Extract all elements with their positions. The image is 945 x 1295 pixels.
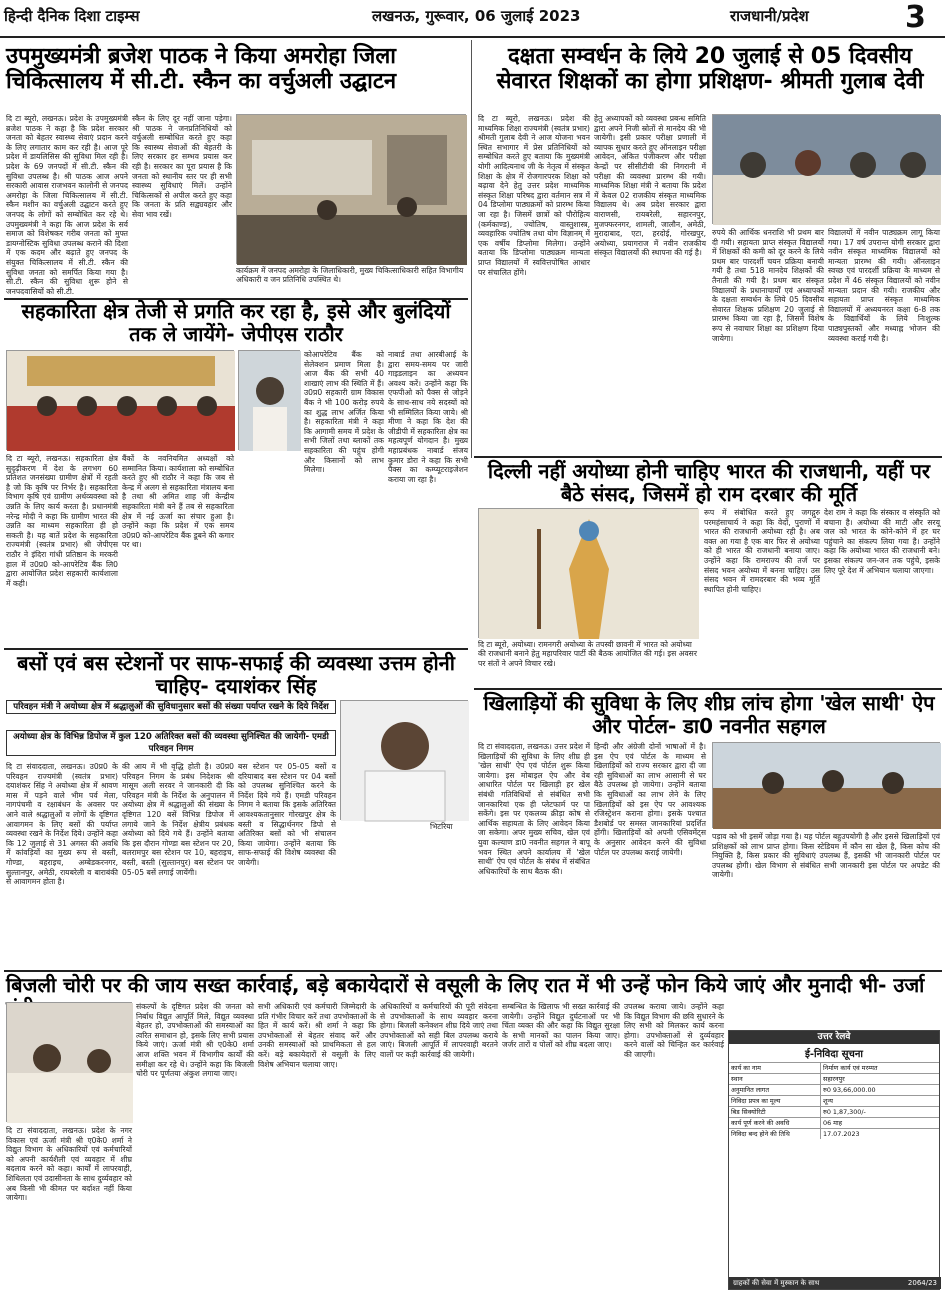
article1-body-col2: स्कैन के लिए दूर नहीं जाना पड़ेगा। श्री पाठक ने जनप्रतिनिधियों को वर्चुअली सम्बोधित करते हुए कहा कि स्वास्थ्य सेवाओं की बेहतरी के लिए सरकार हर सम्भव प्रयास कर रही है। सरकार का पूरा प्रयास है कि जनता को स्थानीय स्तर पर ही सभी स्वास्थ्य सुविधाएं मिलें। उन्होंने चिकित्सकों से अपील करते हुए कहा कि जनता के प्रति सद्व्यवहार और सेवा भाव रखें। (132, 114, 232, 219)
article5-photo-caption: भिटरिया (430, 822, 453, 831)
article1-body-col1: दि टा ब्यूरो, लखनऊ। प्रदेश के उपमुख्यमंत्री ब्रजेश पाठक ने कहा है कि प्रदेश सरकार जनता को बेहतर स्वास्थ्य सेवाएं प्रदान करने के लिए लगातार काम कर रही है। आज पूरे प्रदेश में डायलिसिस की सुविधा मिल रही है। प्रदेश के 69 जनपदों में सी.टी. स्कैन की सुविधा उपलब्ध है। श्री पाठक आज अपने सरकारी आवास राजभवन कालोनी से जनपद अमरोहा के जिला चिकित्सालय में सी.टी. स्कैन मशीन का वर्चुअली उद्घाटन करते हुए जनपद के लोगों को सम्बोधित कर रहे थे। उपमुख्यमंत्री ने कहा कि आज प्रदेश के सर्व समाज को विशेषकर गरीब जनता को मुफ्त डायग्नोस्टिक सुविधा उपलब्ध कराने की दिशा में एक कदम और बढ़ाते हुए जनपद के संयुक्त चिकित्सालय में सी.टी. स्कैन की सुविधा जनता को समर्पित किया गया है। सी.टी. स्कैन की सुविधा शुरू होने से जनपदवासियों को सी.टी. (6, 114, 128, 296)
article7-body-col2: संकल्पों के दृष्टिगत प्रदेश की जनता को निर्बाध विद्युत आपूर्ति मिले, विद्युत व्यवस्था बेहतर हो, उपभोक्ताओं की समस्याओं का त्वरित समाधान हो, इसके लिए सभी प्रयास किये जाएं। ऊर्जा मंत्री श्री ए0के0 शर्मा आज शक्ति भवन में विभागीय कार्यों की समीक्षा कर रहे थे। उन्होंने कहा कि बिजली चोरी पर पूर्णतया अंकुश लगाया जाए। (136, 1002, 254, 1079)
article3-body-col3: कोआपरेटिव बैंक को सेलेक्शन प्रमाण मिला है। आज बैंक की सभी 40 शाखाएं लाभ की स्थिति में हैं। उ0प्र0 सहकारी ग्राम विकास बैंक ने भी 100 करोड़ रुपये का शुद्ध लाभ अर्जित किया है। सहकारिता मंत्री ने कहा कि आगामी समय में प्रदेश के सभी जिलों तथा ब्लाकों तक सहकारिता की पहुंच होगी और किसानों को लाभ मिलेगा। (304, 350, 384, 475)
article5-headline: बसों एवं बस स्टेशनों पर साफ-सफाई की व्यवस्था उत्तम होनी चाहिए- दयाशंकर सिंह (17, 651, 455, 698)
article4-headline: दिल्ली नहीं अयोध्या होनी चाहिए भारत की राजधानी, यहीं पर बैठे संसद, जिसमें हो राम दरबार की मूर्ति (487, 459, 931, 506)
article4-body-col1: रूप में संबोधित करते हुए जगद्गुरु परमहंसाचार्य ने कहा कि वेदों, पुराणों में भारत की राजधानी अयोध्या रही है। अब वक्त आ गया है एक बार फिर से अयोध्या को ही भारत की राजधानी बनाया जाए। उन्होंने कहा कि रामराज्य की तर्ज पर संसद भवन अयोध्या में बनना चाहिए। उस संसद भवन में रामदरबार की भव्य मूर्ति स्थापित होनी चाहिए। (704, 508, 820, 594)
tender-row-label: निविदा बन्द होने की तिथि (729, 1129, 821, 1139)
article5-subhead-box1: परिवहन मंत्री ने अयोध्या क्षेत्र में श्रद्धालुओं की सुविधानुसार बसों की संख्या पर्याप्त रखने के दिये निर्देश (6, 700, 336, 714)
article7-body-col5: सम्बन्धित के खिलाफ भी सख्त कार्रवाई की जायेगी। उन्होंने विद्युत दुर्घटनाओं पर भी चिंता व्यक्त की और कहा कि विद्युत सुरक्षा के सभी मानकों का पालन किया जाए। जर्जर तारों व पोलों को शीघ्र बदला जाए। (502, 1002, 620, 1050)
tender-row-label: कार्य पूर्ण करने की अवधि (729, 1118, 821, 1128)
article6-photo (712, 742, 940, 828)
section-rule (4, 970, 942, 972)
article7-body-col4: अधिकारियों व कर्मचारियों की पूरी संवेदना से उपभोक्ताओं के साथ व्यवहार करना होगा। बिजली कनेक्शन शीघ्र दिये जाएं तथा उपभोक्ताओं को सही बिल उपलब्ध कराये जाएं। बिजली आपूर्ति में लापरवाही बरतने वालों पर कड़ी कार्रवाई की जायेगी। (380, 1002, 498, 1059)
tender-row-value: सहारनपुर (823, 1075, 845, 1083)
section-rule (4, 648, 468, 650)
article3-photo (6, 350, 234, 450)
tender-code: 2064/23 (907, 1279, 937, 1287)
tender-row-value: 06 माह (823, 1119, 843, 1127)
article4-photo (478, 508, 698, 638)
article7-photo (6, 1002, 132, 1122)
article3-body-col2: बैंकों के नवनियमित अध्यक्षों को सम्मानित किया। कार्यशाला को सम्बोधित करते हुए श्री राठौर ने कहा कि जब से केन्द्र में अलग से सहकारिता मंत्रालय बना है तथा श्री अमित शाह जी केन्द्रीय सहकारिता मंत्री बने हैं तब से सहकारिता क्षेत्र में नई ऊर्जा का संचार हुआ है। उन्होंने कहा कि प्रदेश में एक समय उ0प्र0 को-आपरेटिव बैंक डूबने की कगार पर था। (122, 454, 234, 550)
tender-row (729, 1106, 939, 1117)
article1-caption: कार्यक्रम में जनपद अमरोहा के जिलाधिकारी, मुख्य चिकित्साधिकारी सहित विभागीय अधिकारी व जन प्रतिनिधि उपस्थित थे। (236, 266, 464, 285)
article7-body-col3: सभी अधिकारी एवं कर्मचारी जिम्मेदारी के प्रति गंभीर विचार करें तथा उपभोक्ताओं के हित में कार्य करें। श्री शर्मा ने कहा कि उपभोक्ताओं से बेहतर संवाद करें और उनकी समस्याओं को प्राथमिकता से हल करें। बड़े बकायेदारों से वसूली के लिए विशेष अभियान चलाया जाए। (258, 1002, 376, 1069)
newspaper-name: हिन्दी दैनिक दिशा टाइम्स (4, 7, 140, 25)
article2-body-col1: दि टा ब्यूरो, लखनऊ। प्रदेश की माध्यमिक शिक्षा राज्यमंत्री (स्वतंत्र प्रभार) श्रीमती गुलाब देवी ने आज योजना भवन स्थित सभागार में प्रेस प्रतिनिधियों को सम्बोधित करते हुए बताया कि मुख्यमंत्री योगी आदित्यनाथ जी के नेतृत्व में संस्कृत शिक्षा के क्षेत्र में रोजगारपरक शिक्षा को बढ़ावा देने हेतु उत्तर प्रदेश माध्यमिक संस्कृत शिक्षा परिषद द्वारा वर्तमान सत्र में 04 डिप्लोमा पाठ्यक्रमों को प्रारम्भ किया जा रहा है। जिसमें छात्रों को पौरोहित्य (कर्मकाण्ड), ज्योतिष, वास्तुशास्त्र, व्यवहारिक ज्योतिष तथा योग विज्ञानम् में एक वर्षीय डिप्लोमा मिलेगा। उन्होंने बताया कि डिप्लोमा पाठ्यक्रम मान्यता प्राप्त विद्यालयों में स्ववित्तपोषित आधार पर संचालित होंगे। (478, 114, 590, 277)
article5-photo (340, 700, 468, 820)
article7-body-col1: दि टा संवाददाता, लखनऊ। प्रदेश के नगर विकास एवं ऊर्जा मंत्री श्री ए0के0 शर्मा ने विद्युत विभाग के अधिकारियों एवं कर्मचारियों को अपनी कार्यशैली एवं व्यवहार में शीघ्र बदलाव करने को कहा। कार्यों में लापरवाही, शिथिलता एवं उदासीनता के साथ दुर्व्यवहार को अब किसी भी कीमत पर बर्दाश्त नहीं किया जायेगा। (6, 1126, 133, 1203)
article4-body-col2: देश राम ने कहा कि संस्कार व संस्कृति को बचाना है। अयोध्या की माटी और सरयू जल को भारत के कोने-कोने में हर घर पहुंचाने का संकल्प लिया गया है। उन्होंने कहा कि अयोध्या भारत की राजधानी बने। इसका संकल्प जन-जन तक पहुंचे, इसके लिए पूरे देश में अभियान चलाया जाएगा। (824, 508, 940, 575)
tender-row-value: 17.07.2023 (823, 1130, 860, 1138)
tender-row (729, 1062, 939, 1073)
section-rule (474, 688, 942, 690)
tender-row-value: रु0 93,66,000.00 (823, 1086, 876, 1094)
article3-headline: सहकारिता क्षेत्र तेजी से प्रगति कर रहा है, इसे और बुलंदियों तक ले जायेंगे- जेपीएस राठौर (21, 299, 451, 346)
tender-row-value: शून्य (823, 1097, 833, 1105)
tender-row-label: निविदा प्रपत्र का मूल्य (729, 1096, 821, 1106)
tender-title: ई-निविदा सूचना (805, 1049, 863, 1060)
article6-body-col2: हिन्दी और अंग्रेजी दोनों भाषाओं में है। इस ऐप एवं पोर्टल के माध्यम से खिलाड़ियों को राज्य सरकार द्वारा दी जा रही सुविधाओं का लाभ आसानी से घर बैठे उपलब्ध हो जायेगा। उन्होंने बताया कि सुविधाओं का लाभ लेने के लिए खिलाड़ियों को इस ऐप पर आवश्यक रजिस्ट्रेशन कराना होगा। इसके पश्चात डैशबोर्ड पर समस्त जानकारियां प्रदर्शित होंगी। खिलाड़ियों को अपनी एसिवमेंट्स के अनुसार आवेदन करने की सुविधा पोर्टल पर उपलब्ध कराई जायेगी। (594, 742, 706, 857)
article4-caption: दि टा ब्यूरो, अयोध्या। रामनगरी अयोध्या के तपस्वी छावनी में भारत को अयोध्या की राजधानी बनाने हेतु महापरिवार पार्टी की बैठक आयोजित की गई। इस अवसर पर संतों ने अपने विचार रखे। (478, 640, 697, 668)
article1-headline: उपमुख्यमंत्री ब्रजेश पाठक ने किया अमरोहा जिला चिकित्सालय में सी.टी. स्कैन का वर्चुअली उद्घाटन (6, 44, 397, 95)
article7-headline: बिजली चोरी पर की जाय सख्त कार्रवाई, बड़े बकायेदारों से वसूली के लिए रात में भी उन्हें फोन किये जाएं और मुनादी भी- उर्जा (6, 973, 925, 997)
article2-headline: दक्षता सम्वर्धन के लिये 20 जुलाई से 05 दिवसीय सेवारत शिक्षकों का होगा प्रशिक्षण- श्रीमती गुलाब देवी (496, 44, 924, 95)
tender-row (729, 1084, 939, 1095)
tender-footer (729, 1277, 941, 1289)
article2-photo (712, 114, 940, 224)
article3-body-col1: दि टा ब्यूरो, लखनऊ। सहकारिता क्षेत्र सुदृढ़ीकरण में देश के लगभग 60 प्रतिशत जनसंख्या ग्रामीण क्षेत्रों में रहती है जो कि कृषि पर निर्भर है। सहकारिता विभाग कृषि एवं ग्रामीण अर्थव्यवस्था को उन्नति के लिए कार्य करता है। प्रधानमंत्री नरेन्द्र मोदी ने कहा कि ग्रामीण भारत की उन्नति का माध्यम सहकारिता ही हो सकती है। यह बातें प्रदेश के सहकारिता राज्यमंत्री (स्वतंत्र प्रभार) श्री जेपीएस राठौर ने इंदिरा गांधी प्रतिष्ठान के मरकरी हाल में उ0प्र0 को-आपरेटिव बैंक लि0 द्वारा आयोजित प्रदेश सहकारी कार्यशाला में कही। (6, 454, 118, 588)
tender-row-label: कार्य का नाम (729, 1063, 821, 1073)
article2-body-col2: हेतु अध्यापकों को व्यवस्था प्रबन्ध समिति द्वारा अपने निजी स्रोतों से मानदेय की भी जायेगी। इसी प्रकार परीक्षा प्रणाली में व्यापक सुधार करते हुए ऑनलाइन परीक्षा आवेदन, अंकित पंजीकरण और परीक्षा केन्द्रों पर सीसीटीवी की निगरानी में परीक्षा की व्यवस्था प्रारम्भ की गयी। माध्यमिक शिक्षा मंत्री ने बताया कि प्रदेश में केवल 02 राजकीय संस्कृत माध्यमिक विद्यालय थे। अब प्रदेश सरकार द्वारा वाराणसी, रायबरेली, सहारनपुर, मुजफ्फरनगर, शामली, जालौन, अमेठी, मुरादाबाद, एटा, हरदोई, गोरखपुर, अयोध्या, प्रयागराज में नवीन राजकीय संस्कृत विद्यालयों की स्थापना की गई है। (594, 114, 706, 258)
section-name: राजधानी/प्रदेश (730, 7, 809, 25)
tender-row (729, 1095, 939, 1106)
article5-body-col2: की आय में भी वृद्धि होती है। उ0प्र0 परिवहन निगम के प्रबंध निदेशक श्री मासूम अली सरवर ने जानकारी दी कि परिवहन मंत्री के निर्देश के अनुपालन में अयोध्या क्षेत्र में श्रद्धालुओं की संख्या के दृष्टिगत 120 बसें विभिन्न डिपोज में लगाये जाने के निर्देश क्षेत्रीय प्रबंधक अयोध्या को दिये गये हैं। उन्होंने बताया कि इस दौरान गोण्डा बस स्टेशन पर 20, बलरामपुर बस स्टेशन पर 10, बहराइच, बस्ती, बस्ती (सुल्तानपुर) बस स्टेशन पर 05-05 बसें लगाई जायेंगी। (122, 762, 234, 877)
article5-body-col3: बस स्टेशन पर 05-05 बसों व दरियाबाद बस स्टेशन पर 04 बसों को उपलब्ध सुनिश्चित करने के निर्देश दिये गये हैं। एमडी परिवहन निगम ने बताया कि इसके अतिरिक्त आवश्यकतानुसार गोरखपुर क्षेत्र के बस्ती व सिद्धार्थनगर डिपो से अतिरिक्त बसों को भी संचालन किया जायेगा। उन्होंने बताया कि साफ-सफाई की विशेष व्यवस्था की जायेगी। (238, 762, 336, 867)
tender-header: उत्तर रेलवे (729, 1031, 939, 1044)
article6-body-col3: पड़ाव को भी इसमें जोड़ा गया है। यह पोर्टल बहुउपयोगी है और इससे खिलाड़ियों एवं प्रशिक्षकों को लाभ प्राप्त होगा। किस स्टेडियम में कौन सा खेल है, किस कोच की नियुक्ति है, किस प्रकार की सुविधाएं उपलब्ध हैं, इसकी भी जानकारी पोर्टल पर उपलब्ध होगी। खेल विभाग से संबंधित सभी जानकारी इस पोर्टल पर अपडेट की जायेगी। (712, 832, 940, 880)
article5-body-col1: दि टा संवाददाता, लखनऊ। उ0प्र0 के परिवहन राज्यमंत्री (स्वतंत्र प्रभार) दयाशंकर सिंह ने अयोध्या क्षेत्र में श्रावण मास में पड़ने वाले भीम पर्व मेला, नागपंचमी व रक्षाबंधन के अवसर पर आने वाले श्रद्धालुओं व लोगों के दृष्टिगत आवागमन के लिए बसों की पर्याप्त व्यवस्था रखने के निर्देश दिये। उन्होंने कहा कि 12 जुलाई से 31 अगस्त की अवधि में कांवड़ियों का मुख्य रूप से बस्ती, गोण्डा, बहराइच, अम्बेडकरनगर, सुल्तानपुर, अमेठी, रायबरेली व बाराबंकी से आवागमन होता है। (6, 762, 118, 887)
tender-notice (728, 1030, 940, 1290)
article7-body-col6: उपलब्ध कराया जाये। उन्होंने कहा कि विद्युत विभाग की छवि सुधारने के लिए सभी को मिलकर कार्य करना होगा। उपभोक्ताओं से दुर्व्यवहार करने वालों को चिन्हित कर कार्रवाई की जाएगी। (624, 1002, 724, 1059)
tender-row-label: बिड सिक्योरिटी (729, 1107, 821, 1117)
tender-row-label: अनुमानित लागत (729, 1085, 821, 1095)
tender-row-value: निर्माण कार्य एवं मरम्मत (823, 1064, 878, 1072)
column-divider (471, 40, 472, 458)
article3-body-col4: नाबार्ड तथा आरबीआई के द्वारा समय-समय पर जारी गाइडलाइन का अध्ययन अवश्य करें। उन्होंने कहा कि एफपीओ को पैक्स से जोड़ने के साथ-साथ नये सदस्यों को भी सम्मिलित किया जाये। श्री मीणा ने कहा कि देश की जीडीपी में सहकारिता क्षेत्र का महत्वपूर्ण योगदान है। मुख्य महाप्रबंधक नाबार्ड संजय कुमार डोरा ने कहा कि सभी पैक्स का कम्प्यूटराइजेशन कराया जा रहा है। (388, 350, 468, 484)
article1-photo (236, 114, 466, 264)
section-rule (474, 456, 942, 458)
article2-body-col4: विद्यालयों में नवीन पाठ्यक्रम लागू किया गया। 17 वर्ष उपरान्त योगी सरकार द्वारा नवीन संस्कृत माध्यमिक विद्यालयों को मान्यता प्रारम्भ की गयी। ऑनलाइन स्वच्छ एवं पारदर्शी प्रक्रिया के माध्यम से प्रदेश में 46 संस्कृत विद्यालयों को नवीन मान्यता प्रदान की गयी। राजकीय और सहायता प्राप्त संस्कृत माध्यमिक विद्यालयों में अध्ययनरत कक्षा 6-8 तक के विद्यार्थियों के लिये निःशुल्क पाठ्यपुस्तकों और मध्याह्न भोजन की व्यवस्था कराई गयी है। (828, 228, 940, 343)
tender-footer-text: ग्राहकों की सेवा में मुस्कान के साथ (733, 1279, 820, 1287)
tender-row-label: स्थान (729, 1074, 821, 1084)
article3-inset-photo (238, 350, 300, 450)
article2-body-col3: रुपये की आर्थिक धनराशि भी प्रथम बार दी गयी। सहायता प्राप्त संस्कृत विद्यालयों में शिक्षकों की कमी को दूर करने के लिये प्रथम बार पारदर्शी चयन प्रक्रिया बनायी गयी है तथा 518 मानदेय शिक्षकों की तैनाती की गयी है। प्रथम बार संस्कृत विद्यालयों के प्रधानाचार्यों एवं अध्यापकों के दक्षता सम्वर्धन के लिये 05 दिवसीय सेवारत शिक्षक प्रशिक्षण 20 जुलाई से प्रारम्भ किया जा रहा है, जिसमें विशेष रूप से नवाचार शिक्षा का प्रशिक्षण दिया जायेगा। (712, 228, 824, 343)
tender-row-value: रु0 1,87,300/- (823, 1108, 866, 1116)
page-number: 3 (905, 0, 926, 35)
issue-date: लखनऊ, गुरूवार, 06 जुलाई 2023 (372, 7, 581, 25)
tender-row (729, 1128, 939, 1139)
article6-headline: खिलाड़ियों की सुविधा के लिए शीघ्र लांच होगा 'खेल साथी' ऐप और पोर्टल- डा0 नवनीत सहगल (483, 691, 935, 738)
tender-rows (729, 1062, 939, 1139)
tender-row (729, 1073, 939, 1084)
article5-subhead-box2: अयोध्या क्षेत्र के विभिन्न डिपोज में कुल 120 अतिरिक्त बसों की व्यवस्था सुनिश्चित की जायेगी- एमडी परिवहन निगम (6, 730, 336, 756)
article6-body-col1: दि टा संवाददाता, लखनऊ। उत्तर प्रदेश में खिलाड़ियों की सुविधा के लिए शीघ्र ही 'खेल साथी' ऐप एवं पोर्टल शुरू किया जायेगा। इस मोबाइल ऐप और वेब आधारित पोर्टल पर खिलाड़ी हर खेल संबंधी गतिविधियों से संबंधित सभी जानकारियां एक ही प्लेटफार्म पर पा सकेंगे। इस पर एकलव्य क्रीड़ा कोष से आर्थिक सहायता के लिए आवेदन किया जा सकेगा। अपर मुख्य सचिव, खेल एवं युवा कल्याण डा0 नवनीत सहगल ने बापू भवन स्थित अपने कार्यालय में 'खेल साथी' ऐप एवं पोर्टल के संबंध में संबंधित अधिकारियों के साथ बैठक की। (478, 742, 590, 876)
tender-row (729, 1117, 939, 1128)
